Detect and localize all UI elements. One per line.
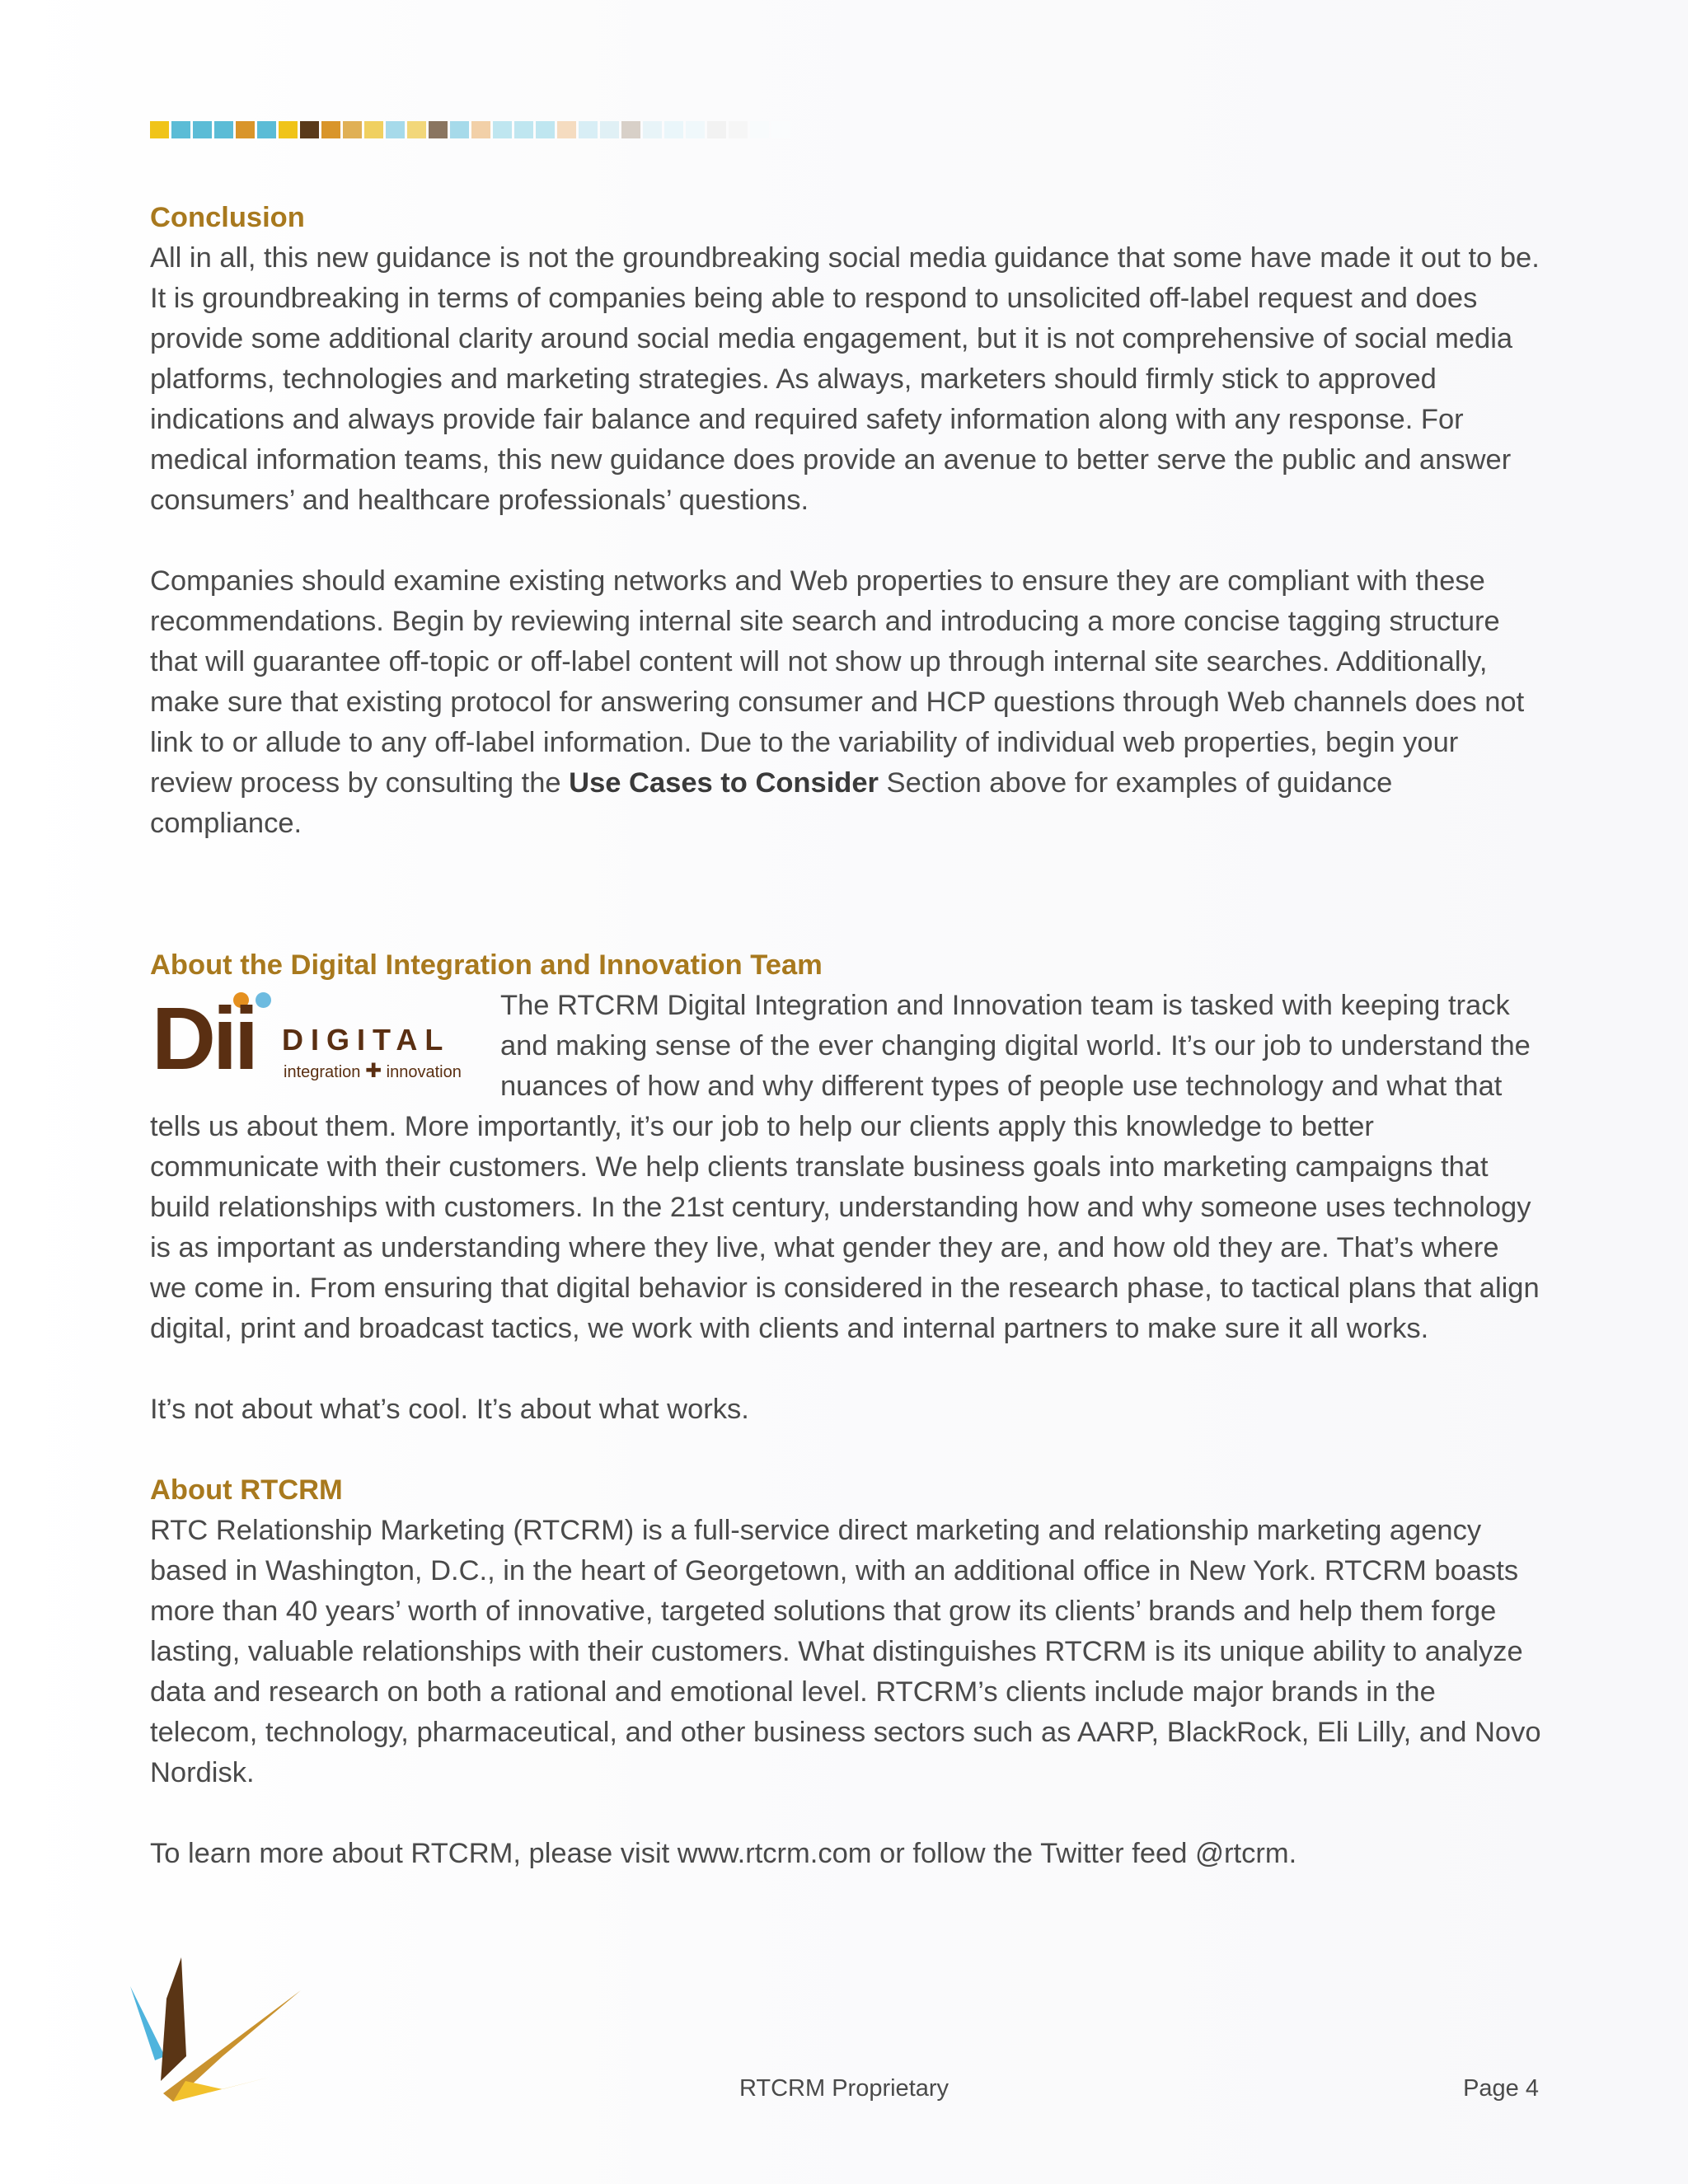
color-square — [664, 121, 683, 138]
color-square — [300, 121, 319, 138]
color-square — [193, 121, 212, 138]
color-square — [471, 121, 490, 138]
document-body — [150, 198, 1543, 1874]
color-square — [514, 121, 533, 138]
color-square — [386, 121, 405, 138]
color-square — [493, 121, 512, 138]
color-square — [729, 121, 748, 138]
logo-dii-letters: Dii — [152, 988, 256, 1088]
conclusion-heading: Conclusion — [150, 202, 305, 233]
use-cases-reference: Use Cases to Consider — [569, 767, 879, 799]
color-square — [557, 121, 576, 138]
color-square — [643, 121, 662, 138]
color-square — [279, 121, 298, 138]
color-square — [579, 121, 598, 138]
footer-page-number: Page 4 — [1463, 2075, 1539, 2102]
rtcrm-heading: About RTCRM — [150, 1474, 343, 1506]
color-square — [621, 121, 640, 138]
dii-paragraph-1: The RTCRM Digital Integration and Innovation team is tasked with keeping track and making sense of the ever changing digital world. It’s our job to understand the nuances of how and why different types of people use technology and what that tells us about them. More importantly, it’s our job to help our clients apply this knowledge to better communicate with their customers. We help clients translate business goals into marketing campaigns that build relationships with customers. In the 21st century, understanding how and why someone uses technology is as important as understanding where they live, what gender they are, and how old they are. That’s where we come in. From ensuring that digital behavior is considered in the research phase, to tactical plans that align digital, print and broadcast tactics, we work with clients and internal partners to make sure it all works. — [150, 990, 1540, 1344]
color-square — [364, 121, 383, 138]
color-square — [321, 121, 340, 138]
logo-tagline-integration: integration — [284, 1063, 361, 1081]
footer-proprietary-label: RTCRM Proprietary — [738, 2075, 950, 2102]
color-square — [214, 121, 233, 138]
conclusion-paragraph-2 — [150, 561, 1543, 844]
color-square — [429, 121, 448, 138]
rtcrm-paragraph-2: To learn more about RTCRM, please visit www.rtcrm.com or follow the Twitter feed @rtcrm. — [150, 1838, 1297, 1869]
conclusion-paragraph-2-text-b: Section above for examples of guidance compliance. — [150, 767, 1393, 839]
color-square — [707, 121, 726, 138]
color-square — [171, 121, 190, 138]
conclusion-paragraph-1: All in all, this new guidance is not the groundbreaking social media guidance that some have made it out to be. It is groundbreaking in terms of companies being able to respond to unsolicited off-label request and does provide some additional clarity around social media engagement, but it is not comprehensive of social media platforms, technologies and marketing strategies. As always, marketers should firmly stick to approved indications and always provide fair balance and required safety information along with any response. For medical information teams, this new guidance does provide an avenue to better serve the public and answer consumers’ and healthcare professionals’ questions. — [150, 242, 1540, 516]
color-square — [407, 121, 426, 138]
color-square — [686, 121, 705, 138]
logo-digital-word: DIGITAL — [282, 1023, 451, 1057]
color-square — [536, 121, 555, 138]
color-square — [150, 121, 169, 138]
color-square — [343, 121, 362, 138]
color-square — [600, 121, 619, 138]
dii-heading: About the Digital Integration and Innovation Team — [150, 949, 823, 981]
dii-paragraph-2: It’s not about what’s cool. It’s about what works. — [150, 1394, 749, 1425]
color-square — [750, 121, 769, 138]
logo-tagline — [284, 1062, 462, 1081]
logo-blue-dot-icon — [256, 992, 271, 1008]
color-squares-strip — [150, 121, 790, 138]
rtcrm-paragraph-1: RTC Relationship Marketing (RTCRM) is a full-service direct marketing and relationship marketing agency based in Washington, D.C., in the heart of Georgetown, with an additional office in New York. RTCRM boasts more than 40 years’ worth of innovative, targeted solutions that grow its clients’ brands and help them forge lasting, valuable relationships with their customers. What distinguishes RTCRM is its unique ability to analyze data and research on both a rational and emotional level. RTCRM’s clients include major brands in the telecom, technology, pharmaceutical, and other business sectors such as AARP, BlackRock, Eli Lilly, and Novo Nordisk. — [150, 1515, 1541, 1788]
dii-digital-logo — [150, 988, 480, 1091]
color-square — [236, 121, 255, 138]
color-square — [257, 121, 276, 138]
color-square — [771, 121, 790, 138]
conclusion-paragraph-2-text-a: Companies should examine existing networks and Web properties to ensure they are compliant with these recommendations. Begin by reviewing internal site search and introducing a more concise tagging structure that will guarantee off-topic or off-label content will not show up through internal site searches. Additionally, make sure that existing protocol for answering consumer and HCP questions through Web channels does not link to or allude to any off-label information. Due to the variability of individual web properties, begin your review process by consulting the — [150, 565, 1525, 799]
logo-tagline-innovation: innovation — [386, 1063, 462, 1081]
color-square — [450, 121, 469, 138]
plus-icon: ✚ — [364, 1060, 382, 1082]
